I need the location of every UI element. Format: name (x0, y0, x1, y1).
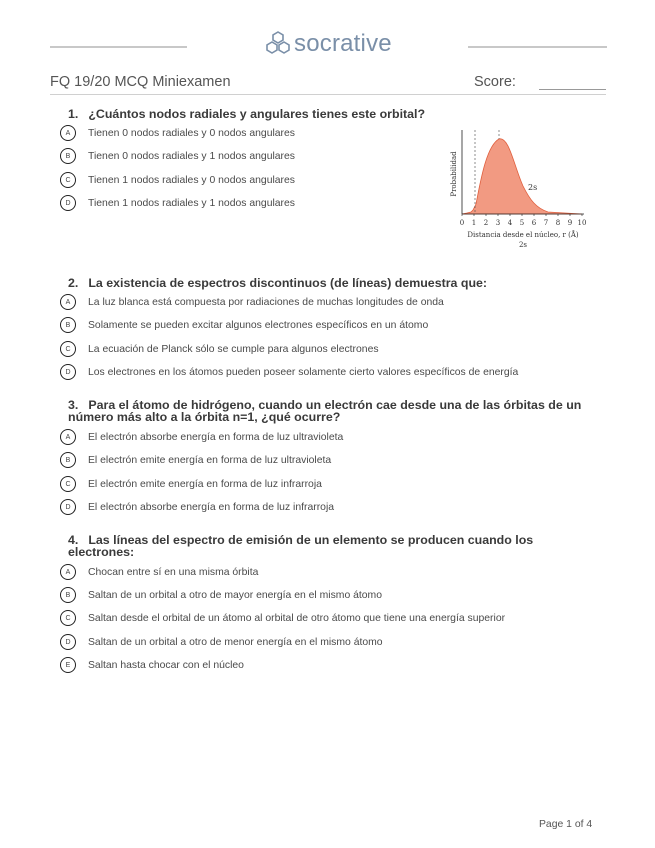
answer-bubble[interactable]: E (60, 657, 76, 673)
probability-curve (462, 139, 582, 214)
question-text: 3. Para el átomo de hidrógeno, cuando un electrón cae desde una de las órbitas de un número más alto a la órbita n=1, ¿qué ocurre? (68, 398, 582, 424)
answer-bubble[interactable]: B (60, 587, 76, 603)
question-2 (68, 277, 598, 289)
answer-bubble[interactable]: D (60, 499, 76, 515)
answer-bubble[interactable]: C (60, 341, 76, 357)
answer-4a[interactable] (60, 562, 258, 582)
figure-caption: 2s (518, 241, 528, 249)
question-1 (68, 108, 598, 120)
answer-bubble[interactable]: A (60, 294, 76, 310)
question-4 (68, 534, 598, 558)
answer-bubble[interactable]: A (60, 564, 76, 580)
brand-name: socrative (294, 30, 392, 57)
answer-text: Saltan de un orbital a otro de mayor energía en el mismo átomo (88, 589, 382, 601)
question-text: 2. La existencia de espectros discontinuos (de líneas) demuestra que: (68, 276, 488, 290)
answer-1a[interactable] (60, 123, 295, 143)
socrative-logo (264, 30, 392, 58)
quiz-title: FQ 19/20 MCQ Miniexamen (50, 74, 231, 90)
answer-bubble[interactable]: C (60, 172, 76, 188)
answer-3c[interactable] (60, 474, 322, 494)
answer-3a[interactable] (60, 427, 343, 447)
x-tick-label: 4 (507, 219, 513, 227)
x-tick-label: 1 (471, 219, 477, 227)
x-tick-label: 9 (567, 219, 573, 227)
curve-label: 2s (528, 183, 538, 192)
x-tick-label: 5 (519, 219, 525, 227)
x-axis-label: Distancia desde el núcleo, r (Å) (467, 231, 579, 239)
answer-text: El electrón absorbe energía en forma de luz infrarroja (88, 501, 335, 513)
x-tick-label: 8 (555, 219, 561, 227)
x-tick-label: 2 (483, 219, 489, 227)
answer-text: Tienen 1 nodos radiales y 0 nodos angulares (88, 174, 295, 186)
answer-1b[interactable] (60, 146, 295, 166)
score-label: Score: (474, 74, 516, 90)
x-tick-label: 0 (459, 219, 465, 227)
answer-text: El electrón emite energía en forma de luz infrarroja (88, 478, 322, 490)
answer-1c[interactable] (60, 170, 295, 190)
answer-text: Solamente se pueden excitar algunos electrones específicos en un átomo (88, 319, 429, 331)
answer-text: Tienen 1 nodos radiales y 1 nodos angulares (88, 197, 295, 209)
x-tick-labels (460, 214, 587, 227)
y-axis-label: Probabilidad (450, 151, 458, 197)
question-text: 4. Las líneas del espectro de emisión de un elemento se producen cuando los electrones: (68, 533, 534, 559)
question-text: 1. ¿Cuántos nodos radiales y angulares tienes este orbital? (68, 107, 426, 121)
answer-2b[interactable] (60, 315, 428, 335)
x-tick-label: 6 (531, 219, 537, 227)
answer-text: Los electrones en los átomos pueden poseer solamente cierto valores específicos de energía (88, 366, 519, 378)
answer-3b[interactable] (60, 450, 331, 470)
answer-2a[interactable] (60, 292, 444, 312)
answer-text: La ecuación de Planck sólo se cumple para algunos electrones (88, 343, 379, 355)
answer-text: El electrón absorbe energía en forma de luz ultravioleta (88, 431, 344, 443)
answer-bubble[interactable]: D (60, 634, 76, 650)
answer-text: Saltan hasta chocar con el núcleo (88, 659, 244, 671)
question-3 (68, 399, 598, 423)
x-tick-label: 3 (495, 219, 501, 227)
header-rule-right (468, 46, 607, 48)
x-tick-label: 10 (577, 219, 587, 227)
hexagon-cluster-icon (264, 30, 292, 58)
answer-bubble[interactable]: A (60, 125, 76, 141)
answer-text: Tienen 0 nodos radiales y 1 nodos angulares (88, 150, 295, 162)
score-line (539, 89, 606, 90)
answer-bubble[interactable]: C (60, 476, 76, 492)
answer-2d[interactable] (60, 362, 518, 382)
answer-4c[interactable] (60, 608, 505, 628)
answer-bubble[interactable]: B (60, 452, 76, 468)
answer-text: Saltan de un orbital a otro de menor energía en el mismo átomo (88, 636, 383, 648)
answer-4b[interactable] (60, 585, 382, 605)
answer-text: El electrón emite energía en forma de luz ultravioleta (88, 454, 332, 466)
answer-text: Tienen 0 nodos radiales y 0 nodos angulares (88, 127, 295, 139)
answer-bubble[interactable]: A (60, 429, 76, 445)
answer-bubble[interactable]: C (60, 610, 76, 626)
answer-1d[interactable] (60, 193, 295, 213)
page-number: Page 1 of 4 (539, 819, 593, 830)
header-rule-left (50, 46, 187, 48)
answer-bubble[interactable]: D (60, 195, 76, 211)
answer-text: La luz blanca está compuesta por radiaciones de muchas longitudes de onda (88, 296, 444, 308)
answer-text: Saltan desde el orbital de un átomo al orbital de otro átomo que tiene una energía superior (88, 612, 506, 624)
answer-4d[interactable] (60, 632, 383, 652)
radial-probability-figure (448, 124, 596, 250)
answer-bubble[interactable]: D (60, 364, 76, 380)
answer-text: Chocan entre sí en una misma órbita (88, 566, 259, 578)
title-rule (50, 94, 606, 95)
answer-3d[interactable] (60, 497, 334, 517)
answer-4e[interactable] (60, 655, 244, 675)
answer-bubble[interactable]: B (60, 317, 76, 333)
answer-2c[interactable] (60, 339, 379, 359)
x-tick-label: 7 (543, 219, 549, 227)
answer-bubble[interactable]: B (60, 148, 76, 164)
